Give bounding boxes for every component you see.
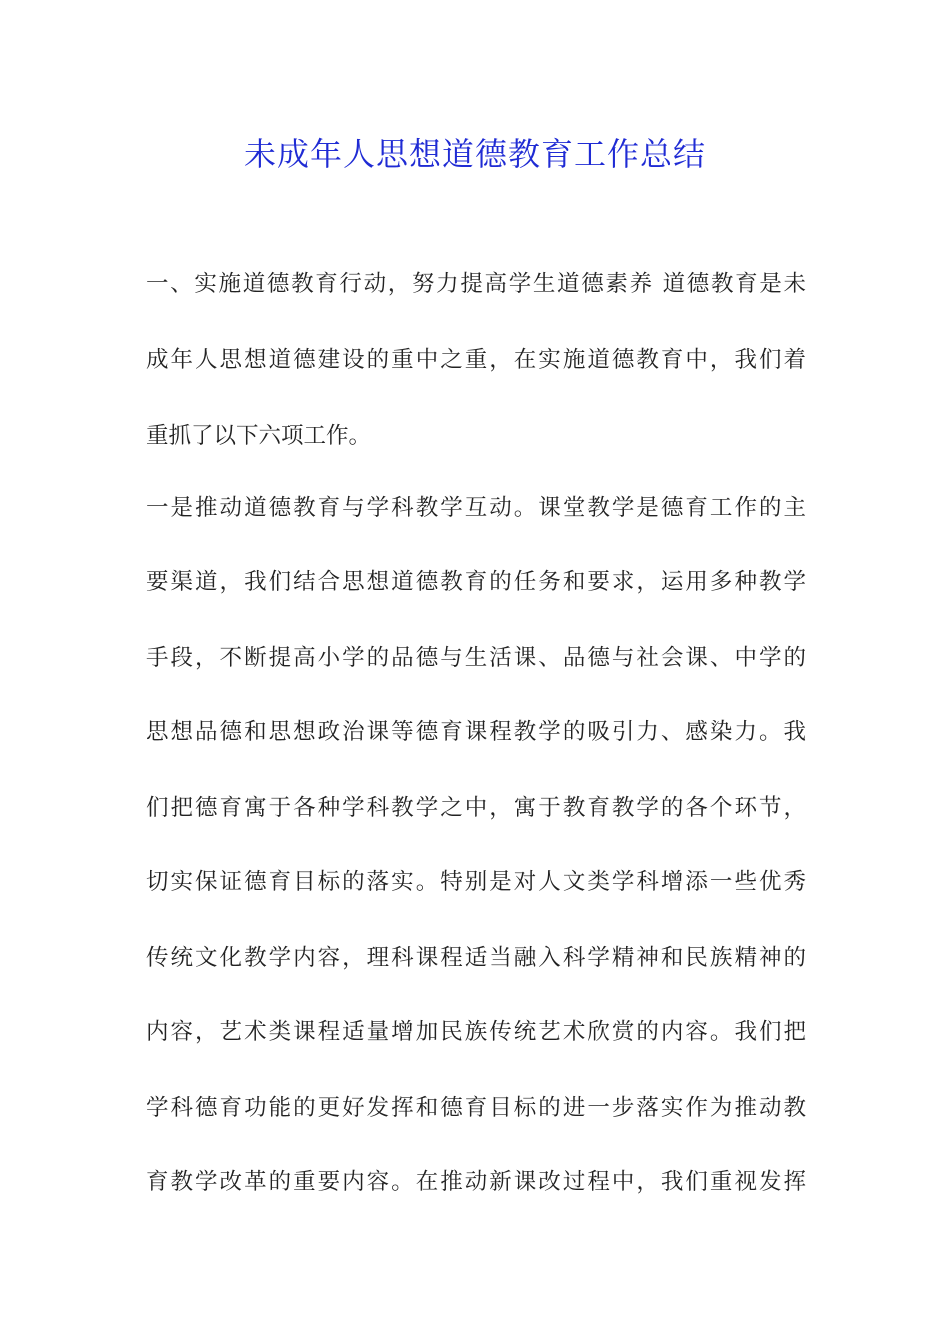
paragraph-line: 要渠道，我们结合思想道德教育的任务和要求，运用多种教学 — [146, 569, 806, 595]
paragraph-line: 一、实施道德教育行动，努力提高学生道德素养 道德教育是未 — [146, 271, 806, 297]
paragraph-line: 手段，不断提高小学的品德与生活课、品德与社会课、中学的 — [146, 645, 806, 671]
paragraph-line: 学科德育功能的更好发挥和德育目标的进一步落实作为推动教 — [146, 1095, 806, 1121]
paragraph-line: 思想品德和思想政治课等德育课程教学的吸引力、感染力。我 — [146, 719, 806, 745]
paragraph-line: 重抓了以下六项工作。 — [146, 423, 372, 449]
document-title: 未成年人思想道德教育工作总结 — [243, 135, 706, 173]
paragraph-line: 们把德育寓于各种学科教学之中，寓于教育教学的各个环节， — [146, 795, 806, 821]
paragraph-line: 一是推动道德教育与学科教学互动。课堂教学是德育工作的主 — [146, 495, 806, 521]
paragraph-line: 成年人思想道德建设的重中之重，在实施道德教育中，我们着 — [146, 347, 806, 373]
paragraph-line: 内容，艺术类课程适量增加民族传统艺术欣赏的内容。我们把 — [146, 1019, 806, 1045]
paragraph-line: 传统文化教学内容，理科课程适当融入科学精神和民族精神的 — [146, 945, 806, 971]
paragraph-line: 切实保证德育目标的落实。特别是对人文类学科增添一些优秀 — [146, 869, 806, 895]
paragraph-line: 育教学改革的重要内容。在推动新课改过程中，我们重视发挥 — [146, 1169, 806, 1195]
